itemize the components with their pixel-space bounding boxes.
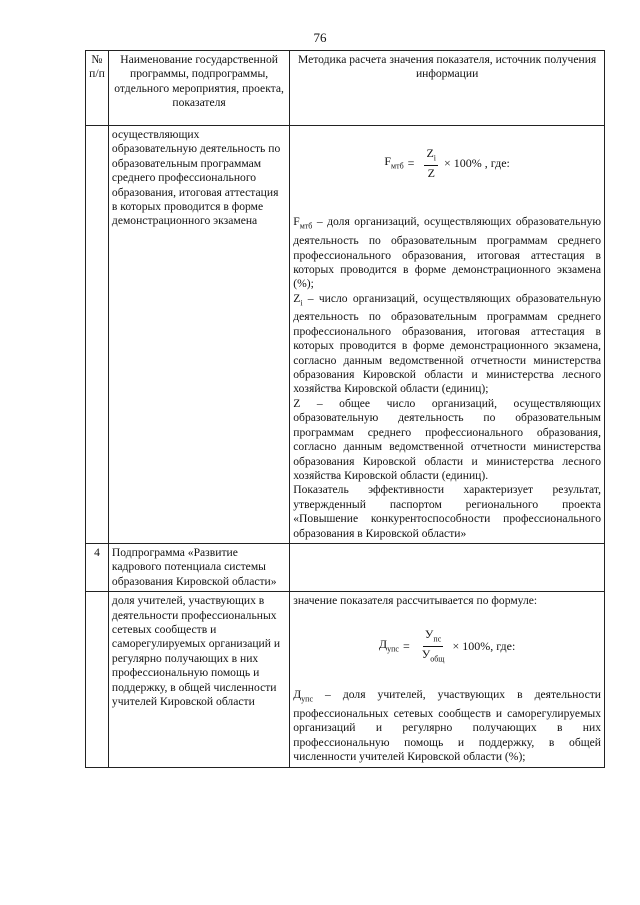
method-cell bbox=[290, 126, 605, 544]
page-number: 76 bbox=[313, 30, 327, 45]
formula-lhs: $F_{мтб}$ bbox=[384, 153, 404, 171]
row-number-cell bbox=[86, 126, 109, 544]
table-header-row bbox=[86, 51, 605, 126]
definition-zi: $Z_i$ – число организаций, осуществляющих образовательную деятельность по образовательным программам среднего профессионального образования, итоговая аттестация в которых проводится в форме демонстрационного экзамена, согласно данным ведомственной отчетности министерства образования Кировской области и министерства лесного хозяйства Кировской области (единиц); bbox=[293, 291, 601, 396]
indicator-name-cell: доля учителей, участвующих в деятельности профессиональных сетевых сообществ и саморегулируемых организаций и регулярно получающих в них профессиональную помощь и поддержку, в общей численности учителей Кировской области bbox=[108, 592, 289, 768]
formula-fmtb bbox=[293, 146, 601, 181]
method-cell bbox=[290, 592, 605, 768]
table-row bbox=[86, 592, 605, 768]
row-number-cell bbox=[86, 592, 109, 768]
table-row bbox=[86, 543, 605, 591]
formula-eq: = bbox=[407, 156, 415, 171]
definition-dups: $Д_{упс}$ – доля учителей, участвующих в деятельности профессиональных сетевых сообществ и саморегулируемых организаций и регулярно получающих в них профессиональную помощь и поддержку, в общей численности учителей Кировской области (%); bbox=[293, 688, 601, 764]
indicator-name-cell bbox=[108, 126, 289, 544]
header-name: Наименование государственной программы, подпрограммы, отдельного мероприятия, проекта, показателя bbox=[108, 51, 289, 126]
header-method: Методика расчета значения показателя, источник получения информации bbox=[290, 51, 605, 126]
definition-z: Z – общее число организаций, осуществляющих образовательную деятельность по образовательным программам среднего профессионального образования, согласно данным ведомственной отчетности министерства образования Кировской области и министерства лесного хозяйства Кировской области (единиц). bbox=[293, 396, 601, 482]
formula-tail: × 100%, где: bbox=[452, 639, 516, 654]
formula-fraction: $\frac{Z_i}{Z}$ bbox=[426, 146, 437, 181]
formula-intro: значение показателя рассчитывается по формуле: bbox=[293, 594, 538, 608]
subprogram-name-cell: Подпрограмма «Развитие кадрового потенциала системы образования Кировской области» bbox=[108, 543, 289, 591]
indicator-name: осуществляющих образовательную деятельность по образовательным программам среднего профессионального образования, итоговая аттестация в которых проводится в форме демонстрационного экзамена bbox=[111, 128, 281, 228]
definition-fmtb: $F_{мтб}$ – доля организаций, осуществляющих образовательную деятельность по образовательным программам среднего профессионального образования, итоговая аттестация в которых проводится в форме демонстрационного экзамена (%); bbox=[293, 215, 601, 291]
indicator-table bbox=[85, 50, 605, 768]
row-number-cell: 4 bbox=[86, 543, 109, 591]
formula-eq: = bbox=[402, 639, 410, 654]
method-cell bbox=[290, 543, 605, 591]
efficiency-note: Показатель эффективности характеризует результат, утвержденный паспортом регионального проекта «Повышение конкурентоспособности профессионального образования в Кировской области» bbox=[293, 483, 601, 540]
formula-dups bbox=[293, 627, 601, 667]
formula-lhs: $Д_{упс}$ bbox=[378, 636, 399, 653]
header-number: № п/п bbox=[86, 51, 109, 126]
table-row bbox=[86, 126, 605, 544]
formula-tail: × 100% , где: bbox=[444, 156, 510, 171]
formula-fraction: $\frac{У_{пс}}{У_{общ}}$ bbox=[421, 626, 445, 664]
